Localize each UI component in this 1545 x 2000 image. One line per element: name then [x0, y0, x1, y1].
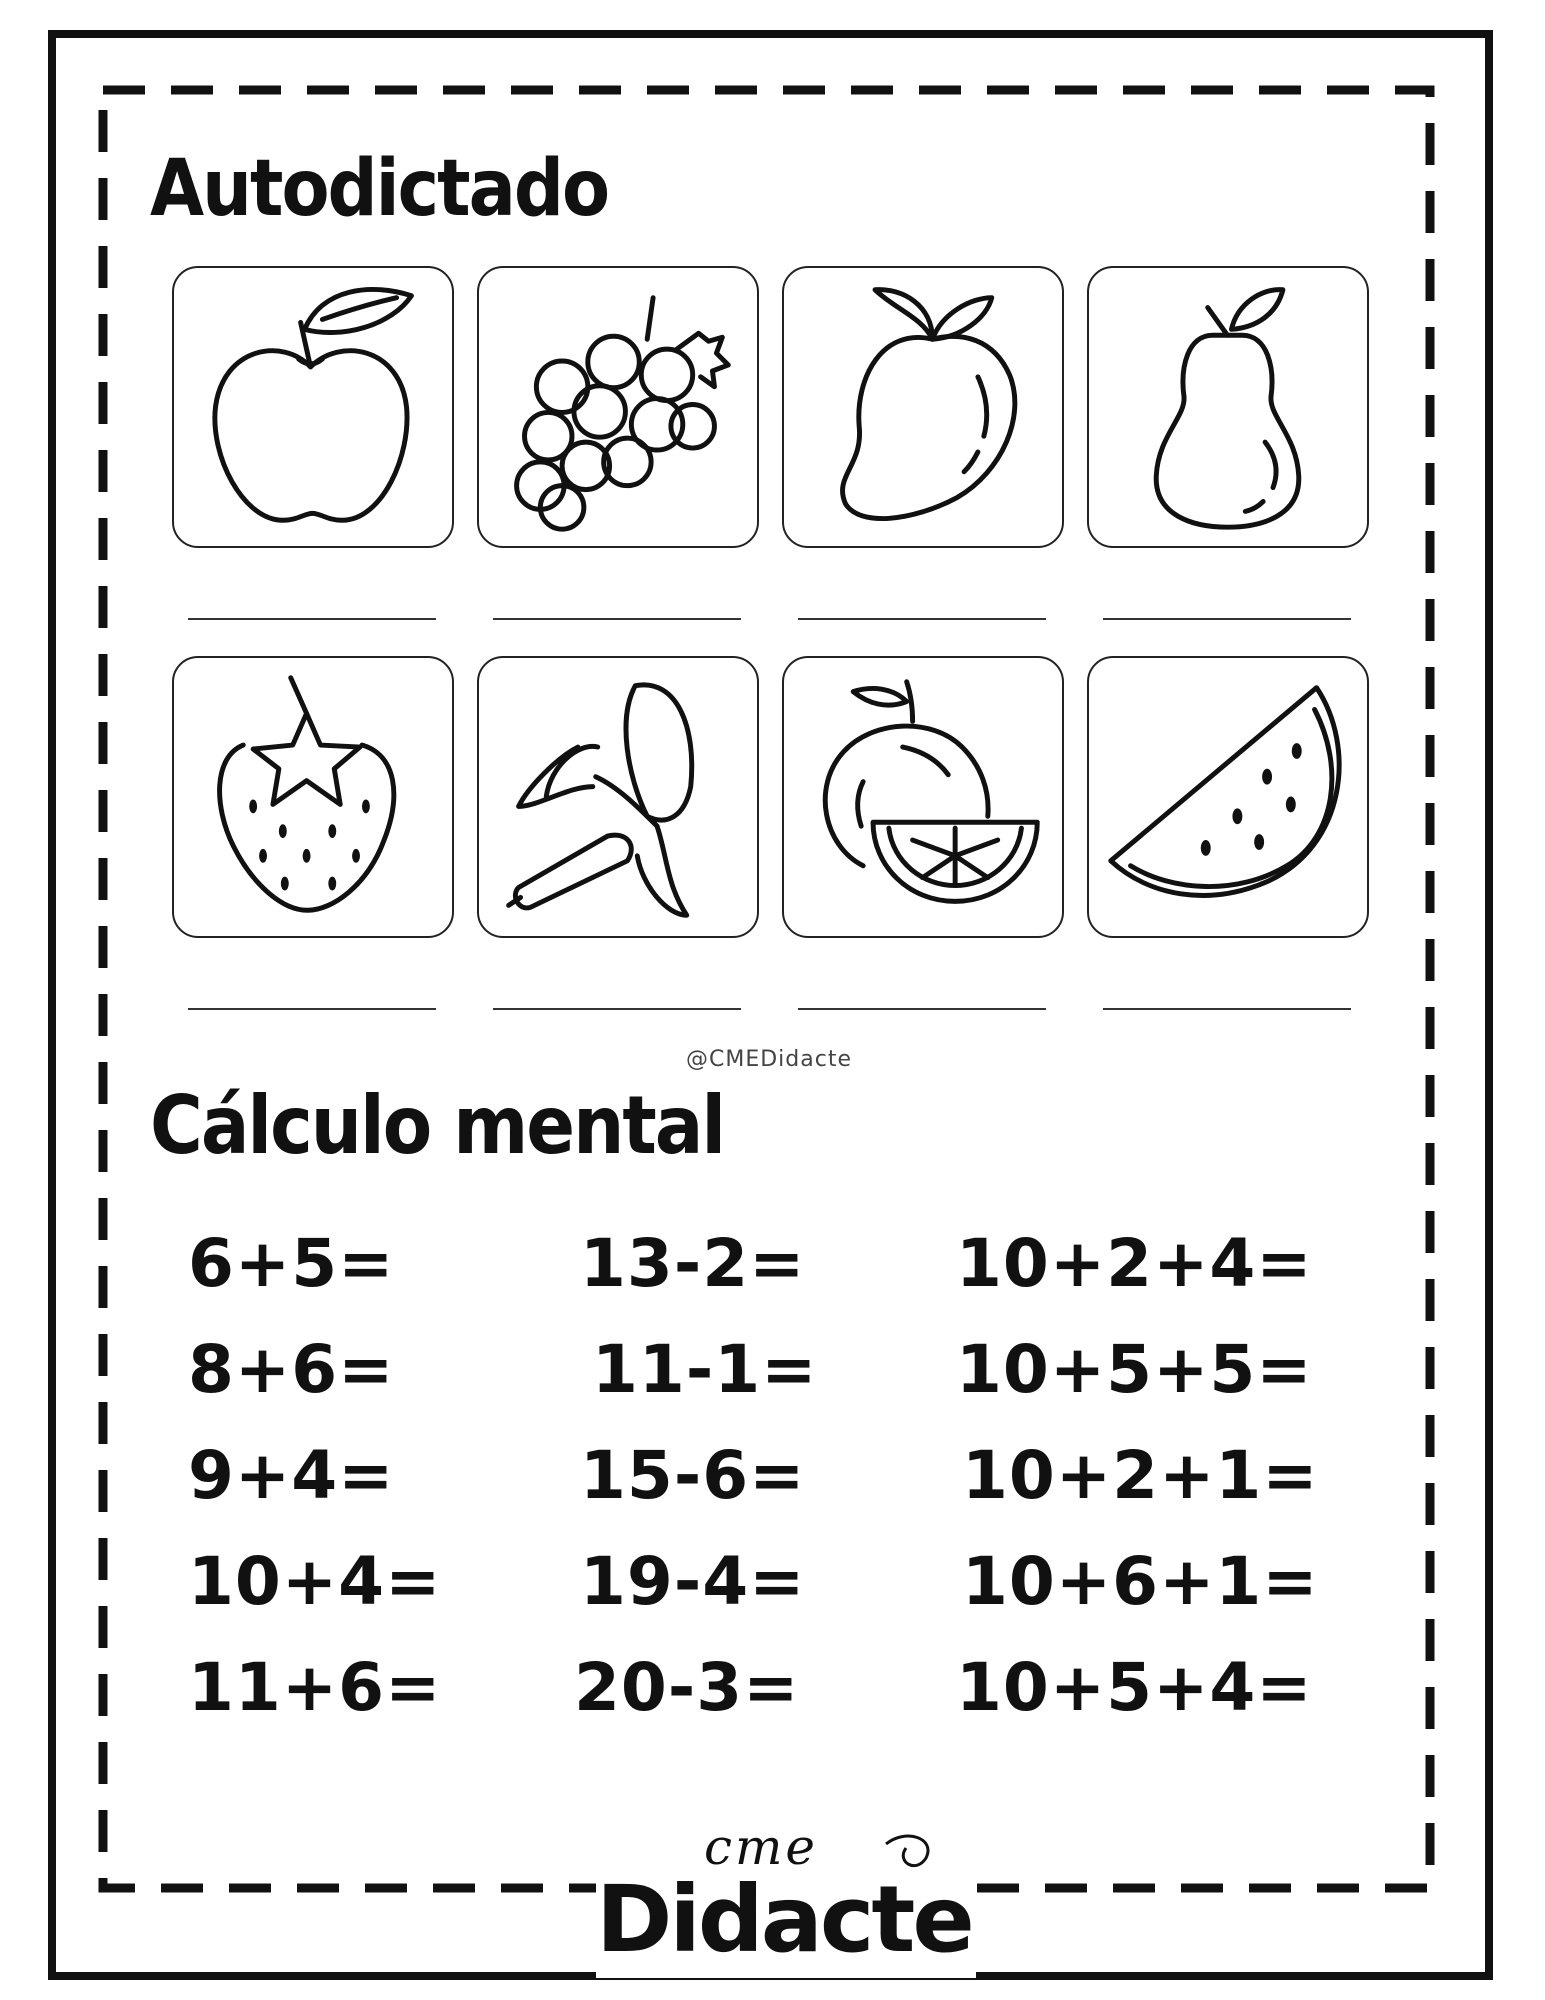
exercise: 10+4= [188, 1543, 442, 1620]
exercise: 6+5= [188, 1225, 395, 1302]
didacte-logo [596, 1818, 976, 1978]
dictation-heading: Autodictado [150, 142, 609, 234]
exercise: 10+6+1= [962, 1543, 1319, 1620]
exercise: 15-6= [580, 1437, 806, 1514]
watermark-handle: @CMEDidacte [686, 1047, 852, 1072]
exercise: 10+5+5= [956, 1331, 1313, 1408]
exercise: 9+4= [188, 1437, 395, 1514]
logo-word-text: Didacte [596, 1866, 972, 1973]
exercise: 8+6= [188, 1331, 395, 1408]
mental-math-heading: Cálculo mental [150, 1078, 725, 1173]
exercise: 13-2= [580, 1225, 806, 1302]
exercise: 10+2+4= [956, 1225, 1313, 1302]
exercise: 11+6= [188, 1649, 442, 1726]
exercise: 10+5+4= [956, 1649, 1313, 1726]
exercise: 19-4= [580, 1543, 806, 1620]
logo-script-text: cme [704, 1818, 819, 1876]
exercise: 10+2+1= [962, 1437, 1319, 1514]
exercise: 20-3= [574, 1649, 800, 1726]
exercise: 11-1= [592, 1331, 818, 1408]
